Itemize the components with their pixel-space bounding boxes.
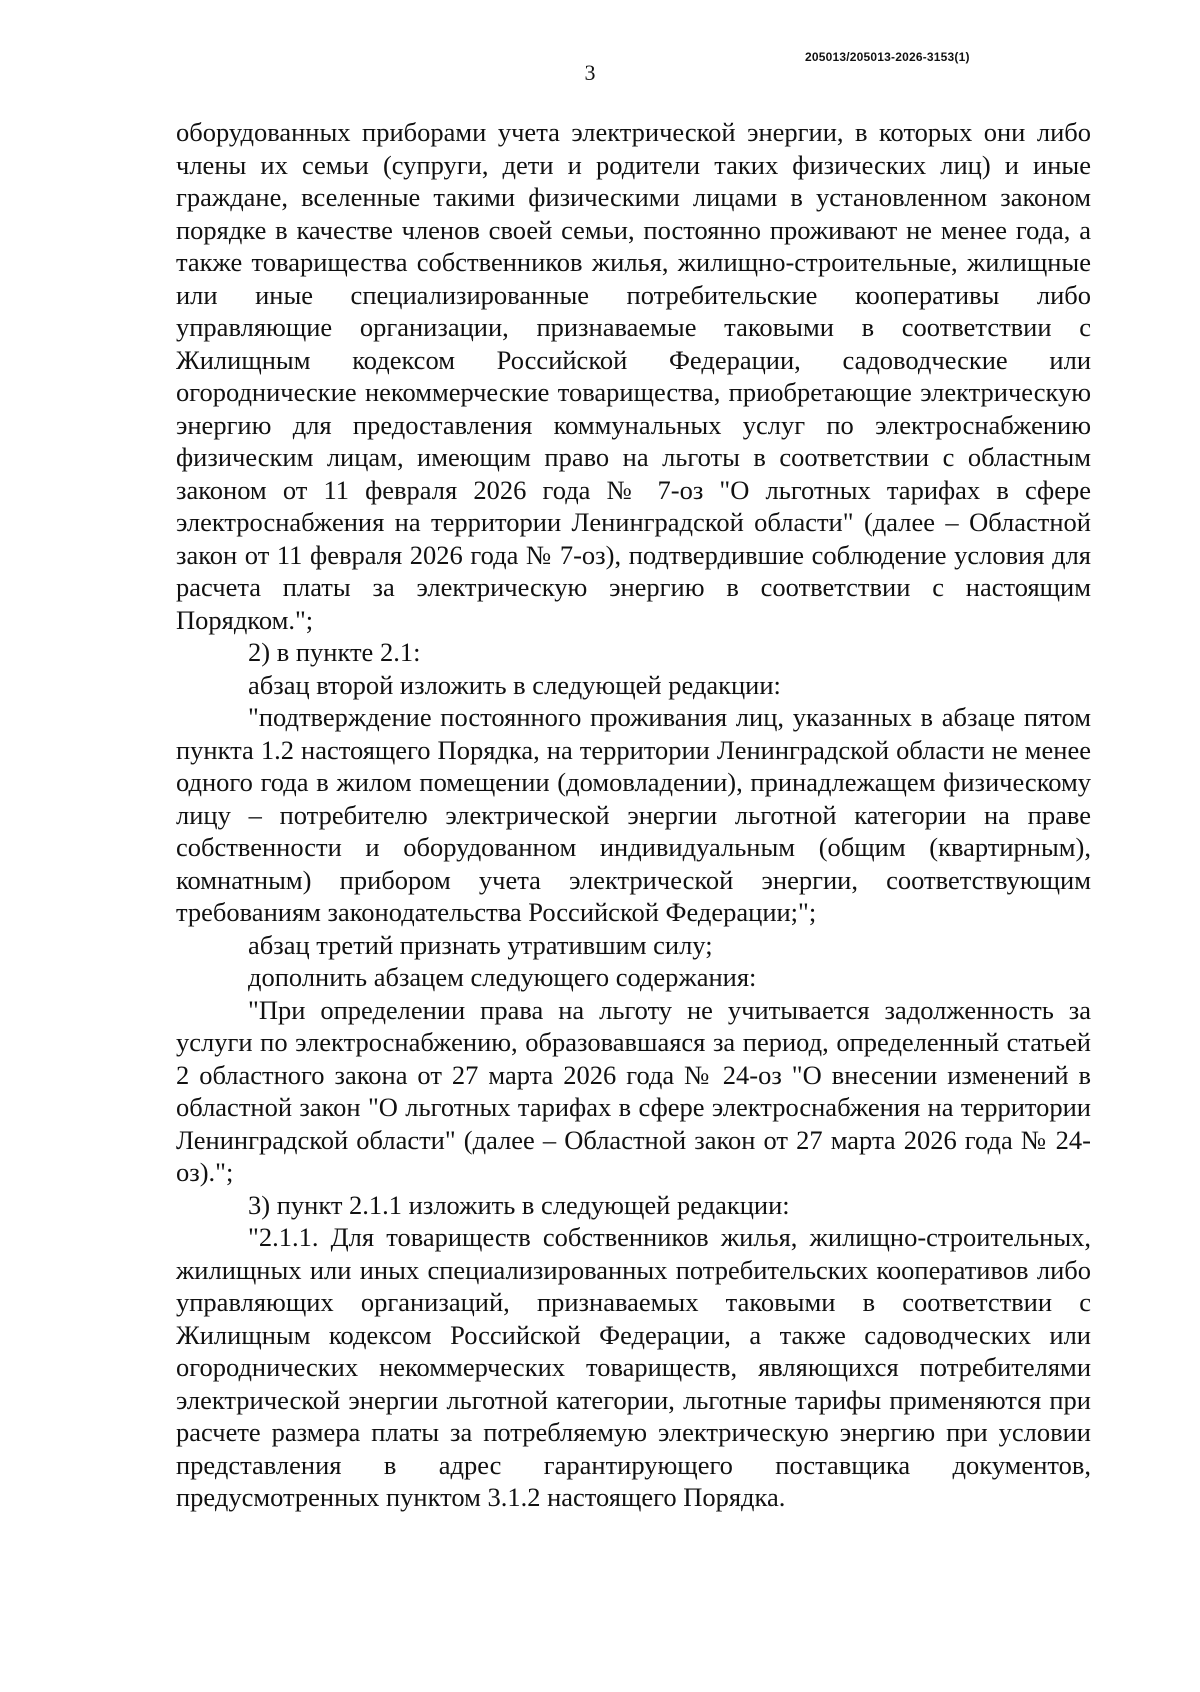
paragraph-quote-2-1-1: "2.1.1. Для товариществ собственников жилья, жилищно-строительных, жилищных или иных специализированных потребительских кооперативов либо управляющих организаций, признаваемых таковыми в соответствии с Жилищным кодексом Российской Федерации, а также садоводческих или огороднических некоммерческих товариществ, являющихся потребителями электрической энергии льготной категории, льготные тарифы применяются при расчете размера платы за потребляемую электрическую энергию при условии представления в адрес гарантирующего поставщика документов, предусмотренных пунктом 3.1.2 настоящего Порядка.	[176, 1222, 1091, 1512]
paragraph-dopolnit: дополнить абзацем следующего содержания:	[248, 962, 757, 992]
document-body	[176, 116, 1091, 1514]
document-id: 205013/205013-2026-3153(1)	[805, 50, 970, 64]
page-number: 3	[584, 60, 596, 85]
paragraph-item-3: 3) пункт 2.1.1 изложить в следующей редакции:	[248, 1189, 790, 1220]
paragraph-abzac-tretiy: абзац третий признать утратившим силу;	[248, 929, 713, 960]
paragraph-item-2: 2) в пункте 2.1:	[248, 637, 421, 667]
paragraph-quote-confirmation: "подтверждение постоянного проживания лиц, указанных в абзаце пятом пункта 1.2 настоящего Порядка, на территории Ленинградской области не менее одного года в жилом помещении (домовладении), принадлежащем физическому лицу – потребителю электрической энергии льготной категории на праве собственности и оборудованном индивидуальным (общим (квартирным), комнатным) прибором учета электрической энергии, соответствующим требованиям законодательства Российской Федерации;";	[176, 702, 1091, 927]
paragraph-continuation: оборудованных приборами учета электрической энергии, в которых они либо члены их семьи (супруги, дети и родители таких физических лиц) и иные граждане, вселенные такими физическими лицами в установленном законом порядке в качестве членов своей семьи, постоянно проживают не менее года, а также товарищества собственников жилья, жилищно-строительные, жилищные или иные специализированные потребительские кооперативы либо управляющие организации, признаваемые таковыми в соответствии с Жилищным кодексом Российской Федерации, садоводческие или огороднические некоммерческие товарищества, приобретающие электрическую энергию для предоставления коммунальных услуг по электроснабжению физическим лицам, имеющим право на льготы в соответствии с областным законом от 11 февраля 2026 года № 7-оз "О льготных тарифах в сфере электроснабжения на территории Ленинградской области" (далее – Областной закон от 11 февраля 2026 года № 7-оз), подтвердившие соблюдение условия для расчета платы за электрическую энергию в соответствии с настоящим Порядком.";	[176, 117, 1091, 635]
paragraph-quote-debt: "При определении права на льготу не учитывается задолженность за услуги по электроснабжению, образовавшаяся за период, определенный статьей 2 областного закона от 27 марта 2026 года № 24-оз "О внесении изменений в областной закон "О льготных тарифах в сфере электроснабжения на территории Ленинградской области" (далее – Областной закон от 27 марта 2026 года № 24-оз).";	[176, 994, 1091, 1187]
paragraph-abzac-vtoroy: абзац второй изложить в следующей редакции:	[248, 669, 781, 700]
